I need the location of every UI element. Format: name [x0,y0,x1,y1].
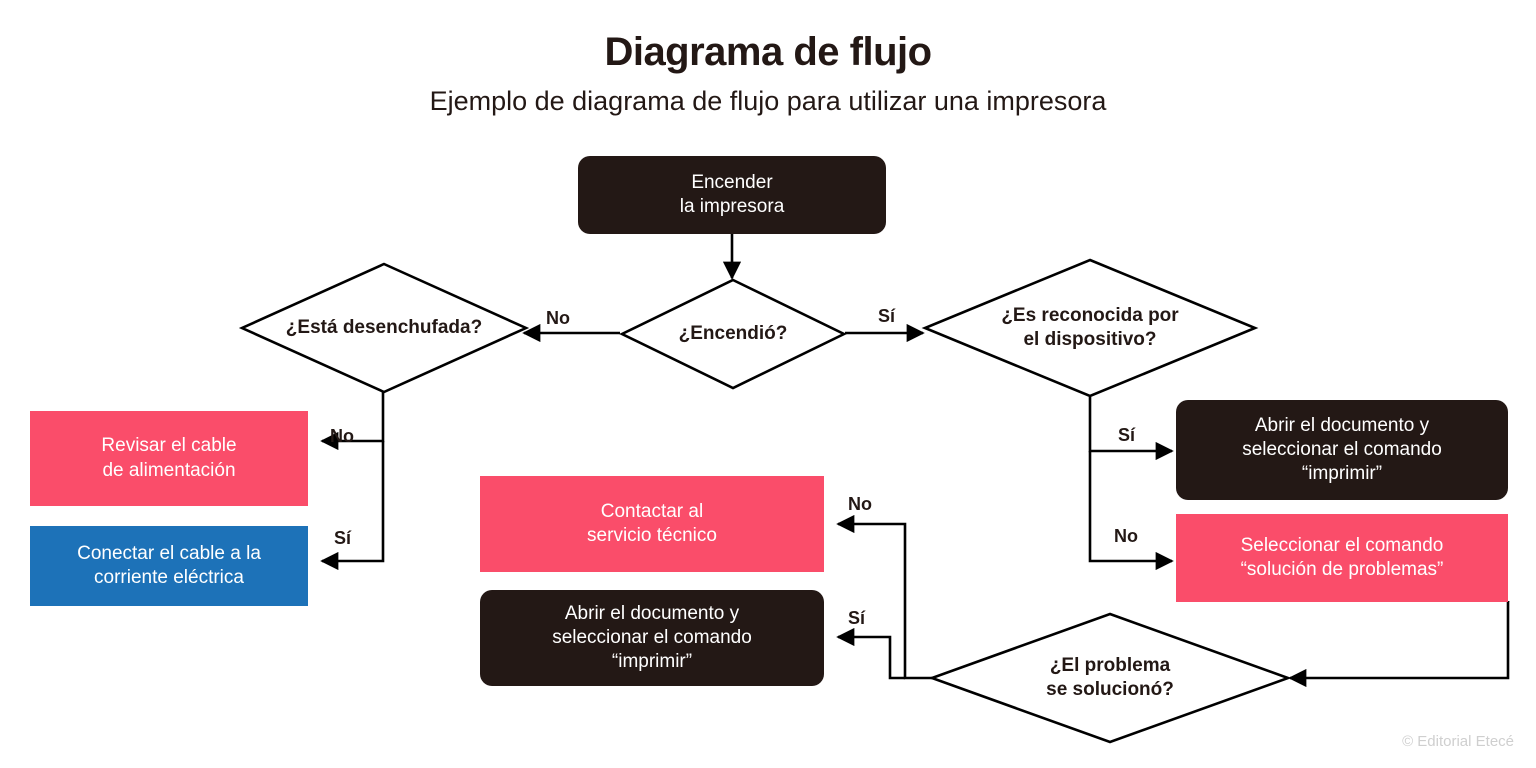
edge-label-encendio-si: Sí [878,306,896,326]
node-solucion-problemas: Seleccionar el comando “solución de problemas” [1176,514,1508,602]
node-q-problema [930,612,1290,744]
node-q-problema-label: ¿El problema se solucionó? [1046,655,1174,700]
node-contactar-servicio: Contactar al servicio técnico [480,476,824,572]
edge-label-problema-si: Sí [848,608,866,628]
page-title: Diagrama de flujo [604,30,932,74]
edge-label-desenchufada-si: Sí [334,528,352,548]
edge-label-desenchufada-no: No [330,426,354,446]
node-revisar-cable: Revisar el cable de alimentación [30,411,308,506]
node-q-encendio-label: ¿Encendió? [678,323,788,345]
node-q-desenchufada-label: ¿Está desenchufada? [285,317,483,339]
node-abrir-documento-right: Abrir el documento y seleccionar el comando “imprimir” [1176,400,1508,500]
node-start: Encender la impresora [578,156,886,234]
edge-label-encendio-no: No [546,308,570,328]
edge-label-problema-no: No [848,494,872,514]
node-abrir-documento-bottom: Abrir el documento y seleccionar el comando “imprimir” [480,590,824,686]
node-q-encendio [620,278,846,390]
node-q-reconocida-label: ¿Es reconocida por el dispositivo? [1001,305,1179,350]
node-q-reconocida [923,258,1257,398]
page-subtitle: Ejemplo de diagrama de flujo para utilizar una impresora [429,86,1107,116]
edge-label-reconocida-no: No [1114,526,1138,546]
edge-label-reconocida-si: Sí [1118,425,1136,445]
node-q-desenchufada [240,262,528,394]
node-conectar-cable: Conectar el cable a la corriente eléctrica [30,526,308,606]
credit-text: © Editorial Etecé [1402,733,1514,750]
